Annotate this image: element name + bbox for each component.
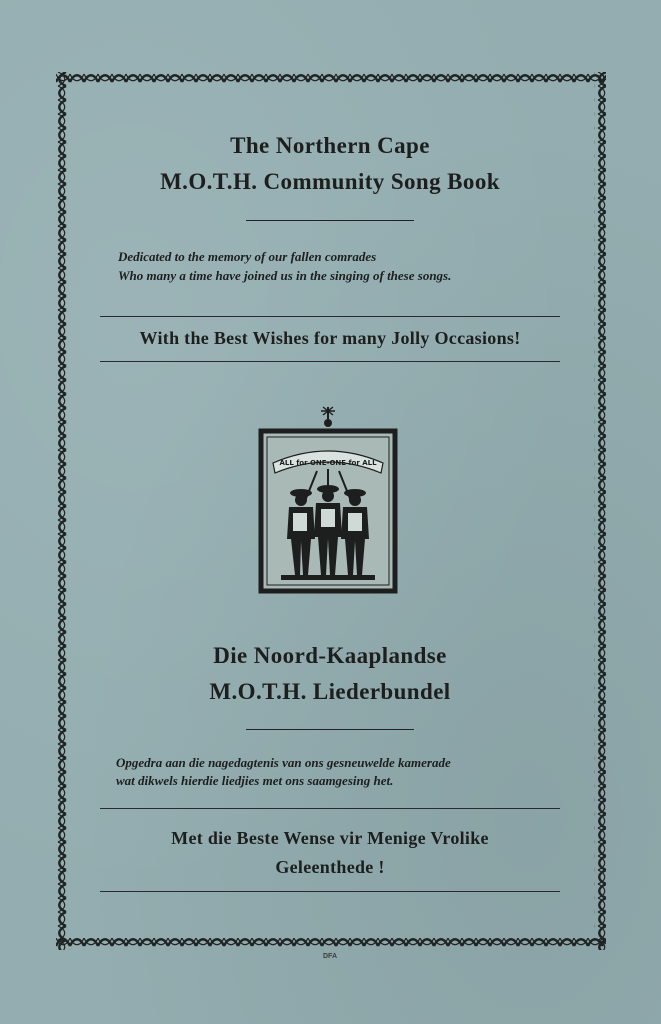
afrikaans-title-line-1: Die Noord-Kaaplandse <box>213 643 447 668</box>
english-wishes-bottom-rule <box>100 361 560 362</box>
emblem-motto: ALL for ONE-ONE for ALL <box>279 459 377 467</box>
english-title-line-1: The Northern Cape <box>230 133 430 158</box>
printer-mark: DFA <box>323 953 337 960</box>
english-title-line-2: M.O.T.H. Community Song Book <box>160 169 500 194</box>
english-wishes-top-rule <box>100 316 560 317</box>
afrikaans-wishes-line-1: Met die Beste Wense vir Menige Vrolike <box>171 828 489 848</box>
english-dedication-line-1: Dedicated to the memory of our fallen comrades <box>118 249 377 264</box>
english-wishes: With the Best Wishes for many Jolly Occasions! <box>139 328 521 348</box>
afrikaans-wishes-bottom-rule <box>100 891 560 892</box>
english-dedication-line-2: Who many a time have joined us in the singing of these songs. <box>118 268 452 283</box>
afrikaans-title-rule <box>246 729 414 730</box>
afrikaans-dedication-line-2: wat dikwels hierdie liedjies met ons saamgesing het. <box>116 773 394 788</box>
moth-emblem <box>257 405 399 595</box>
afrikaans-wishes-line-2: Geleenthede ! <box>275 857 385 877</box>
english-title-rule <box>246 220 414 221</box>
afrikaans-title-line-2: M.O.T.H. Liederbundel <box>209 679 451 704</box>
afrikaans-wishes-top-rule <box>100 808 560 809</box>
afrikaans-dedication-line-1: Opgedra aan die nagedagtenis van ons gesneuwelde kamerade <box>116 755 451 770</box>
